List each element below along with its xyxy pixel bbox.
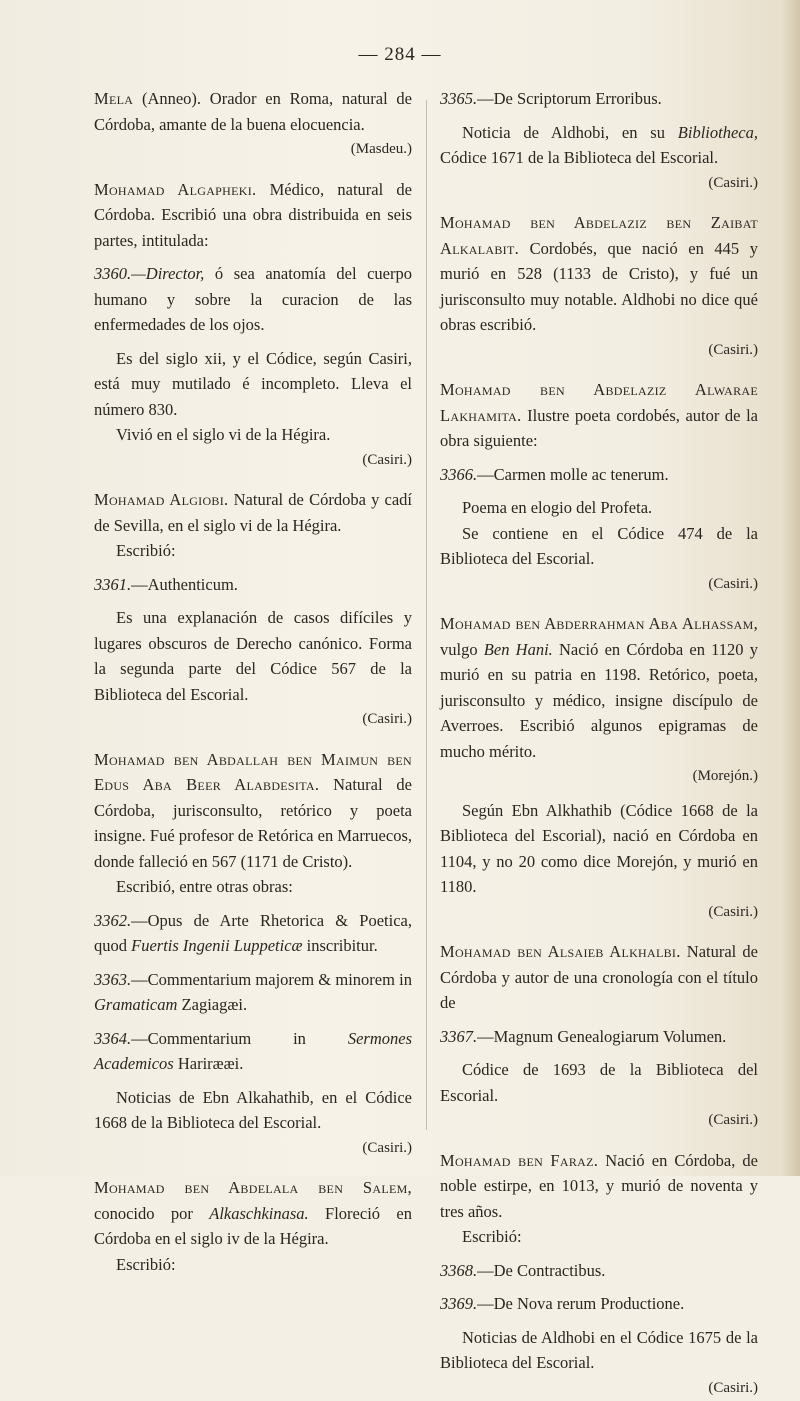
work-number: 3365. [440, 89, 477, 108]
left-column [94, 86, 412, 1277]
entry-text: Noticia de Aldhobi, en su [462, 123, 678, 142]
entry-text: Cordobés, que nació en 445 y murió en 528 (1133 de Cristo), y fué un jurisconsulto muy notable. Aldhobi no dice qué obras escribió. [440, 239, 758, 335]
entry-zaibat [440, 210, 758, 338]
author-name: Mohamad ben Abderrahman Aba Alhassam, [440, 614, 758, 633]
entry-note: Escribió: [94, 538, 412, 564]
title-italic: Bibliotheca, [678, 123, 758, 142]
entry-note: Es del siglo xii, y el Códice, según Casiri, está muy mutilado é incompleto. Lleva el número 830. [94, 346, 412, 423]
entry-note: Según Ebn Alkhathib (Códice 1668 de la Biblioteca del Escorial), nació en Córdoba en 1104, y no 20 como dice Morejón, y murió en 1180. [440, 798, 758, 900]
work-title-italic: Sermones Academicos [94, 1029, 412, 1074]
spacer [94, 900, 412, 908]
entry-text: Ilustre poeta cordobés, autor de la obra siguiente: [440, 406, 758, 451]
entry-text: Médico, natural de Córdoba. Escribió una obra distribuida en seis partes, intitulada: [94, 180, 412, 250]
entry-note: Escribió: [440, 1224, 758, 1250]
spacer [440, 196, 758, 210]
entry-note: Escribió: [94, 1252, 412, 1278]
spacer [94, 1018, 412, 1026]
page-number: — 284 — [0, 44, 800, 66]
spacer [94, 564, 412, 572]
work-number: 3368. [440, 1261, 477, 1280]
right-column [440, 86, 758, 1401]
work-title: —De Scriptorum Erroribus. [477, 89, 662, 108]
spacer [440, 790, 758, 798]
entry-note: Es una explanación de casos difíciles y lugares obscuros de Derecho canónico. Forma la segunda parte del Códice 567 de la Biblioteca del Escorial. [94, 605, 412, 707]
spacer [94, 733, 412, 747]
work-3365 [440, 86, 758, 112]
alias-italic: Ben Hani. [484, 640, 553, 659]
work-title-rest: Harirææi. [174, 1054, 244, 1073]
work-title-rest: inscribitur. [303, 936, 378, 955]
work-number: 3360. [94, 264, 131, 283]
work-number: 3366. [440, 465, 477, 484]
work-number: 3363. [94, 970, 131, 989]
spacer [94, 959, 412, 967]
entry-note: Códice de 1693 de la Biblioteca del Escorial. [440, 1057, 758, 1108]
entry-note: Poema en elogio del Profeta. [440, 495, 758, 521]
entry-note: Vivió en el siglo vi de la Hégira. [94, 422, 412, 448]
work-title: —Director, [131, 264, 204, 283]
work-title: —De Nova rerum Productione. [477, 1294, 684, 1313]
entry-note: Escribió, entre otras obras: [94, 874, 412, 900]
column-divider [426, 100, 427, 1130]
spacer [94, 338, 412, 346]
work-3362 [94, 908, 412, 959]
entry-note: Noticias de Aldhobi en el Códice 1675 de la Biblioteca del Escorial. [440, 1325, 758, 1376]
spacer [440, 112, 758, 120]
work-number: 3364. [94, 1029, 131, 1048]
entry-ben-hani [440, 611, 758, 764]
spacer [440, 1016, 758, 1024]
spacer [440, 1283, 758, 1291]
author-name: Mohamad ben Abdallah ben Maimun ben Edus Aba Beer Alabdesita. [94, 750, 412, 795]
spacer [94, 1077, 412, 1085]
work-3367 [440, 1024, 758, 1050]
entry-text: Natural de Córdoba, jurisconsulto, retórico y poeta insigne. Fué profesor de Retórica en Marruecos, donde falleció en 567 (1171 de Cristo). [94, 775, 412, 871]
author-name: Mohamad Algiobi. [94, 490, 228, 509]
source-citation: (Casiri.) [440, 900, 758, 926]
entry-alkhalbi [440, 939, 758, 1016]
spacer [440, 487, 758, 495]
work-3360 [94, 261, 412, 338]
spacer [94, 1161, 412, 1175]
work-number: 3362. [94, 911, 131, 930]
work-title: —Authenticum. [131, 575, 238, 594]
author-name: Mela [94, 89, 133, 108]
work-title: —De Contractibus. [477, 1261, 605, 1280]
entry-algapheki [94, 177, 412, 254]
work-3366 [440, 462, 758, 488]
work-3368 [440, 1258, 758, 1284]
spacer [440, 925, 758, 939]
entry-text: Natural de Córdoba y autor de una cronología con el título de [440, 942, 758, 1012]
entry-lakhamita [440, 377, 758, 454]
work-number: 3361. [94, 575, 131, 594]
author-name: Mohamad ben Abdelala ben Salem, [94, 1178, 412, 1197]
entry-alabdesita [94, 747, 412, 875]
work-title: —Commentarium majorem & minorem in [131, 970, 412, 989]
spacer [94, 597, 412, 605]
spacer [94, 473, 412, 487]
entry-faraz [440, 1148, 758, 1225]
work-title: —Commentarium in [131, 1029, 348, 1048]
source-citation: (Morejón.) [440, 764, 758, 790]
source-citation: (Casiri.) [440, 1376, 758, 1401]
entry-text: vulgo [440, 640, 484, 659]
source-citation: (Masdeu.) [94, 137, 412, 163]
work-title: —Opus de Arte Rhetorica & Poetica, quod [94, 911, 412, 956]
spacer [440, 454, 758, 462]
author-name: Mohamad ben Faraz. [440, 1151, 598, 1170]
entry-text: Floreció en Córdoba en el siglo iv de la Hégira. [94, 1204, 412, 1249]
work-3361 [94, 572, 412, 598]
spacer [94, 253, 412, 261]
work-title: —Carmen molle ac tenerum. [477, 465, 669, 484]
source-citation: (Casiri.) [94, 1136, 412, 1162]
spacer [440, 597, 758, 611]
author-name: Mohamad ben Alsaieb Alkhalbi. [440, 942, 681, 961]
entry-note: Se contiene en el Códice 474 de la Biblioteca del Escorial. [440, 521, 758, 572]
entry-text: Nació en Córdoba, de noble estirpe, en 1013, y murió de noventa y tres años. [440, 1151, 758, 1221]
source-citation: (Casiri.) [94, 448, 412, 474]
work-title-italic: Fuertis Ingenii Luppeticæ [131, 936, 302, 955]
entry-text: Natural de Córdoba y cadí de Sevilla, en el siglo vi de la Hégira. [94, 490, 412, 535]
spacer [440, 1049, 758, 1057]
work-3369 [440, 1291, 758, 1317]
source-citation: (Casiri.) [440, 572, 758, 598]
page-edge-shadow [782, 0, 800, 1176]
entry-text: Nació en Córdoba en 1120 y murió en su patria en 1198. Retórico, poeta, jurisconsulto y médico, insigne discípulo de Averroes. Escribió algunos epigramas de mucho mérito. [440, 640, 758, 761]
source-citation: (Casiri.) [440, 171, 758, 197]
entry-text: conocido por [94, 1204, 209, 1223]
work-number: 3369. [440, 1294, 477, 1313]
entry-note: Noticias de Ebn Alkahathib, en el Códice 1668 de la Biblioteca del Escorial. [94, 1085, 412, 1136]
work-title-rest: Zagiagæi. [177, 995, 247, 1014]
entry-text: Códice 1671 de la Biblioteca del Escorial. [440, 148, 718, 167]
entry-algiobi [94, 487, 412, 538]
spacer [440, 363, 758, 377]
source-citation: (Casiri.) [94, 707, 412, 733]
work-title: —Magnum Genealogiarum Volumen. [477, 1027, 726, 1046]
work-title-italic: Gramaticam [94, 995, 177, 1014]
author-name: Mohamad Algapheki. [94, 180, 256, 199]
author-name: Mohamad ben Abdelaziz Alwarae Lakhamita. [440, 380, 758, 425]
entry-salem [94, 1175, 412, 1252]
entry-text: (Anneo). Orador en Roma, natural de Córdoba, amante de la buena elocuencia. [94, 89, 412, 134]
spacer [440, 1317, 758, 1325]
spacer [94, 163, 412, 177]
author-name: Mohamad ben Abdelaziz ben Zaibat Alkalabit. [440, 213, 758, 258]
spacer [440, 1134, 758, 1148]
work-number: 3367. [440, 1027, 477, 1046]
entry-mela [94, 86, 412, 137]
work-3363 [94, 967, 412, 1018]
source-citation: (Casiri.) [440, 1108, 758, 1134]
source-citation: (Casiri.) [440, 338, 758, 364]
work-3364 [94, 1026, 412, 1077]
work-title-rest: ó sea anatomía del cuerpo humano y sobre la curacion de las enfermedades de los ojos. [94, 264, 412, 334]
spacer [440, 1250, 758, 1258]
alias-italic: Alkaschkinasa. [209, 1204, 308, 1223]
entry-note [440, 120, 758, 171]
